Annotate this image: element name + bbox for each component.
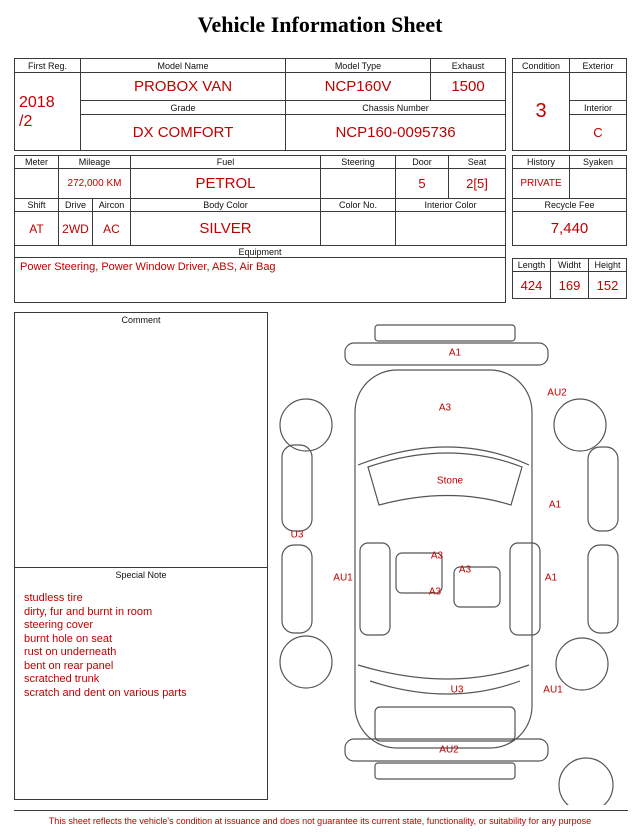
comment-box xyxy=(14,312,268,800)
height-label: Height xyxy=(589,259,627,272)
wheel-front-right xyxy=(554,399,606,451)
dimensions-table xyxy=(512,258,627,299)
model-type-value: NCP160V xyxy=(286,73,431,101)
steering-value xyxy=(321,169,396,199)
right-rear-panel-shape xyxy=(588,545,618,633)
exterior-label: Exterior xyxy=(570,59,627,73)
model-type-label: Model Type xyxy=(286,59,431,73)
damage-label-rear-right-fender: AU1 xyxy=(543,684,563,696)
first-reg-month: /2 xyxy=(19,112,33,130)
model-name-label: Model Name xyxy=(81,59,286,73)
drive-value: 2WD xyxy=(59,212,93,246)
mileage-label: Mileage xyxy=(59,156,131,169)
special-note-item: steering cover xyxy=(24,619,94,631)
recycle-fee-label: Recycle Fee xyxy=(513,199,627,212)
damage-label-front-left-door: AU1 xyxy=(333,572,353,584)
first-reg-year: 2018 xyxy=(19,93,55,111)
steering-label: Steering xyxy=(321,156,396,169)
damage-label-front-right-fender: AU2 xyxy=(547,387,567,399)
special-note-item: bent on rear panel xyxy=(24,659,114,672)
damage-label-rear-bumper: AU2 xyxy=(439,744,459,756)
chassis-number-label: Chassis Number xyxy=(286,101,506,115)
length-value: 424 xyxy=(513,272,551,299)
condition-label: Condition xyxy=(513,59,570,73)
recycle-fee-value: 7,440 xyxy=(513,212,627,246)
first-reg-value xyxy=(15,73,81,151)
interior-value: C xyxy=(570,115,627,151)
condition-table xyxy=(512,58,627,151)
exterior-value xyxy=(570,73,627,101)
chassis-number-value: NCP160-0095736 xyxy=(286,115,506,151)
interior-label: Interior xyxy=(570,101,627,115)
color-no-value xyxy=(321,212,396,246)
damage-label-left-side: U3 xyxy=(290,529,304,541)
special-note-item: scratch and dent on various parts xyxy=(24,686,187,699)
color-no-label: Color No. xyxy=(321,199,396,212)
damage-label-rear-right-door: A1 xyxy=(544,572,558,584)
interior-color-label: Interior Color xyxy=(396,199,506,212)
grade-label: Grade xyxy=(81,101,286,115)
mileage-value: 272,000 KM xyxy=(59,169,131,199)
wheel-rear-left xyxy=(280,636,332,688)
spare-wheel-shape xyxy=(559,758,613,805)
front-bumper-shape xyxy=(345,343,548,365)
damage-label-roof-b: A3 xyxy=(458,564,472,576)
interior-color-value xyxy=(396,212,506,246)
fuel-value: PETROL xyxy=(131,169,321,199)
comment-label: Comment xyxy=(121,315,161,325)
rear-roof-line xyxy=(358,665,529,679)
left-rear-panel-shape xyxy=(282,545,312,633)
condition-value: 3 xyxy=(513,73,570,151)
left-door-inner-shape xyxy=(360,543,390,635)
history-table xyxy=(512,155,627,246)
special-note-item: studless tire xyxy=(24,592,83,604)
length-label: Length xyxy=(513,259,551,272)
seat-value: 2[5] xyxy=(449,169,506,199)
damage-label-rear-gate: U3 xyxy=(450,684,464,696)
syaken-value xyxy=(570,169,627,199)
wheel-rear-right xyxy=(556,638,608,690)
special-note-item: rust on underneath xyxy=(24,646,117,658)
model-name-value: PROBOX VAN xyxy=(81,73,286,101)
special-note-list xyxy=(15,586,267,799)
special-note-item: burnt hole on seat xyxy=(24,632,113,645)
rear-hatch-shape xyxy=(375,707,515,741)
shift-label: Shift xyxy=(15,199,59,212)
damage-label-hood: A3 xyxy=(438,402,452,414)
grade-value: DX COMFORT xyxy=(81,115,286,151)
page-title: Vehicle Information Sheet xyxy=(197,12,443,37)
syaken-label: Syaken xyxy=(570,156,627,169)
damage-label-front-right-door: A1 xyxy=(548,499,562,511)
right-door-inner-shape xyxy=(510,543,540,635)
width-value: 169 xyxy=(551,272,589,299)
meter-label: Meter xyxy=(15,156,59,169)
left-front-panel-shape xyxy=(282,445,312,531)
door-value: 5 xyxy=(396,169,449,199)
body-color-label: Body Color xyxy=(131,199,321,212)
height-value: 152 xyxy=(589,272,627,299)
damage-label-front-bumper: A1 xyxy=(448,347,462,359)
right-front-panel-shape xyxy=(588,447,618,531)
rear-window-line xyxy=(370,681,520,694)
front-plate-shape xyxy=(375,325,515,341)
damage-label-roof-a: A3 xyxy=(430,550,444,562)
equipment-label: Equipment xyxy=(15,246,506,258)
exhaust-label: Exhaust xyxy=(431,59,506,73)
car-top-view xyxy=(272,315,628,805)
special-note-item: dirty, fur and burnt in room xyxy=(24,605,153,618)
main-info-table xyxy=(14,58,506,151)
exhaust-value: 1500 xyxy=(431,73,506,101)
body-color-value: SILVER xyxy=(131,212,321,246)
shift-value: AT xyxy=(15,212,59,246)
first-reg-label: First Reg. xyxy=(15,59,81,73)
meter-value xyxy=(15,169,59,199)
seat-label: Seat xyxy=(449,156,506,169)
width-label: Widht xyxy=(551,259,589,272)
history-label: History xyxy=(513,156,570,169)
special-note-label: Special Note xyxy=(15,567,267,586)
door-label: Door xyxy=(396,156,449,169)
equipment-value: Power Steering, Power Window Driver, ABS, Air Bag xyxy=(15,258,506,303)
special-note-item: scratched trunk xyxy=(24,673,100,685)
car-body-outline xyxy=(355,370,532,748)
damage-label-roof-c: A3 xyxy=(428,586,442,598)
damage-label-windshield: Stone xyxy=(436,475,464,487)
disclaimer-text: This sheet reflects the vehicle's condition at issuance and does not guarantee its current state, functionality, or suitability for any purpose xyxy=(48,816,592,826)
fuel-label: Fuel xyxy=(131,156,321,169)
rear-plate-shape xyxy=(375,763,515,779)
wheel-front-left xyxy=(280,399,332,451)
comment-empty-area xyxy=(15,331,267,567)
aircon-value: AC xyxy=(93,212,131,246)
car-damage-diagram xyxy=(272,315,628,805)
drive-label: Drive xyxy=(59,199,93,212)
aircon-label: Aircon xyxy=(93,199,131,212)
bottom-divider xyxy=(14,810,628,811)
spec-table xyxy=(14,155,506,303)
history-value: PRIVATE xyxy=(513,169,570,199)
